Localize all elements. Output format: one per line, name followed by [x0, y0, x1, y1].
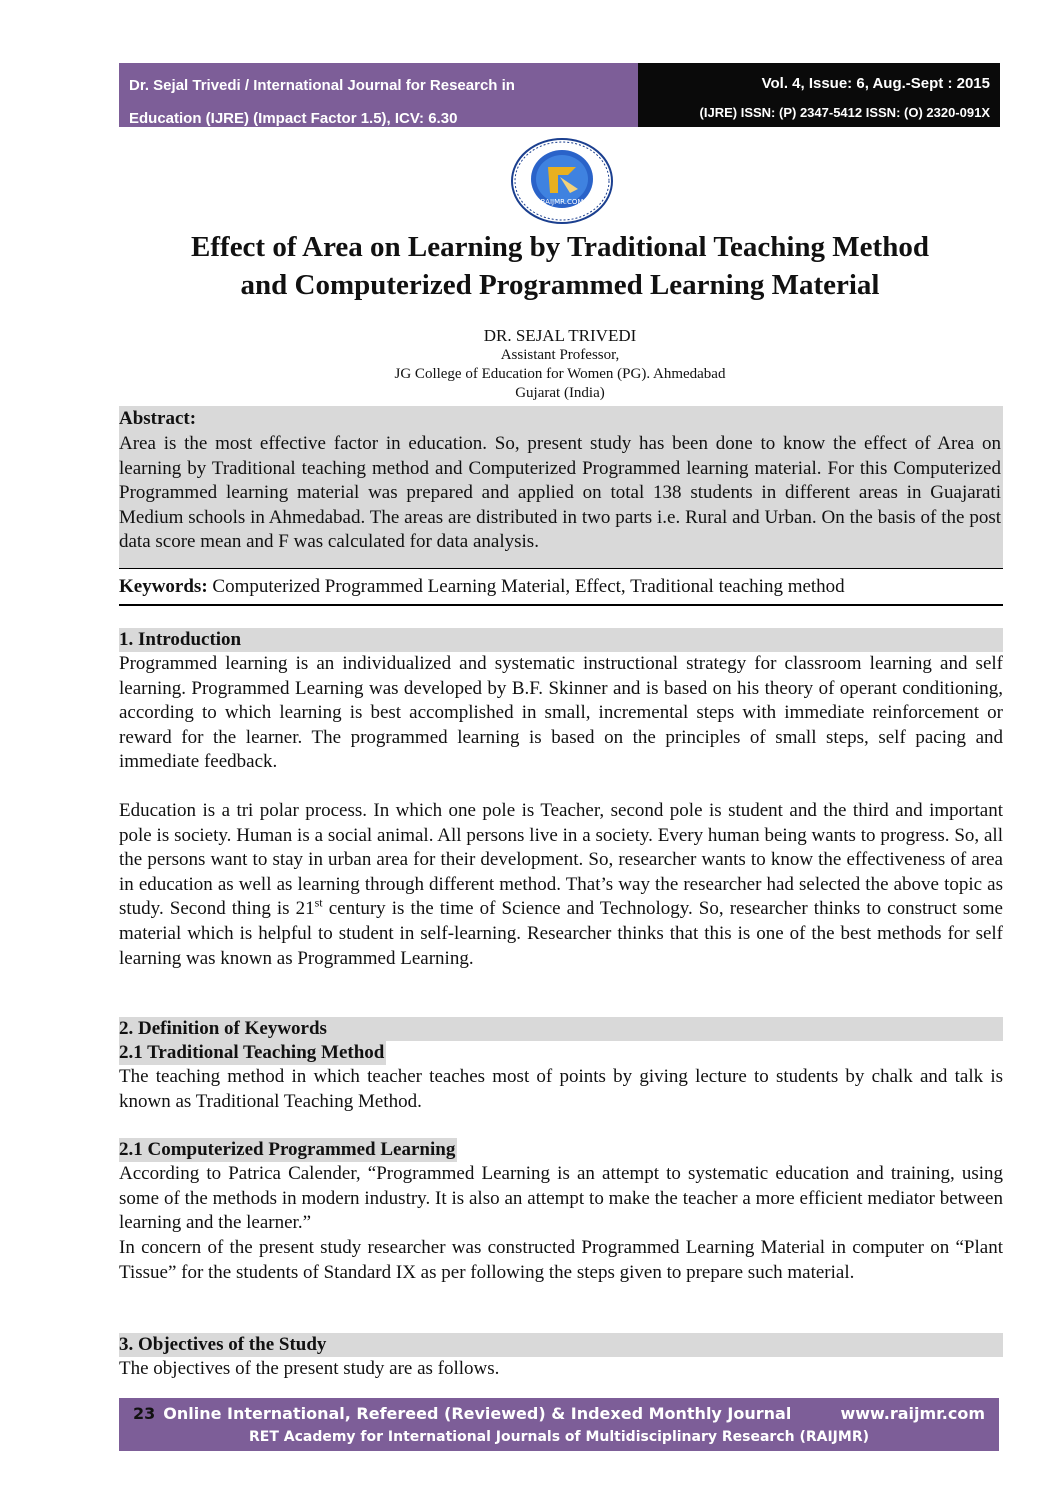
journal-header-right: [638, 63, 1000, 127]
author-name: DR. SEJAL TRIVEDI: [483, 326, 637, 345]
raijmr-seal-logo-icon: [510, 137, 614, 225]
abstract-text: Area is the most effective factor in education. So, present study has been done to know the effect of Area on learning by Traditional teaching method and Computerized Programmed learning material. For this Computerized Programmed learning material was prepared and applied on total 138 students in different areas in Guajarati Medium schools in Ahmedabad. The areas are distributed in two parts i.e. Rural and Urban. On the basis of the post data score mean and F was calculated for data analysis.: [119, 433, 1001, 553]
introduction-section: [119, 628, 1003, 971]
objectives-text: The objectives of the present study are as follows.: [119, 1358, 500, 1379]
abstract-section: [119, 406, 1003, 568]
title-line2: and Computerized Programmed Learning Material: [240, 269, 880, 301]
ordinal-superscript: st: [314, 896, 323, 911]
author-block: [100, 326, 1020, 403]
computerized-learning-text-2: In concern of the present study researcher was constructed Programmed Learning Material in computer on “Plant Tissue” for the students of Standard IX as per following the steps given to prepare such material.: [119, 1236, 1003, 1283]
header-issn: (IJRE) ISSN: (P) 2347-5412 ISSN: (O) 2320-091X: [699, 105, 990, 120]
footer-journal-description: Online International, Refereed (Reviewed) & Indexed Monthly Journal: [163, 1404, 792, 1423]
introduction-paragraph-2-part2: century is the time of Science and Technology. So, researcher thinks to construct some material which is helpful to student in self-learning. Researcher thinks that this is one of the best methods for self learning was known as Programmed Learning.: [119, 898, 1003, 969]
definitions-heading: 2. Definition of Keywords: [119, 1017, 1003, 1041]
journal-footer: [119, 1398, 999, 1451]
title-line1: Effect of Area on Learning by Traditional Teaching Method: [191, 231, 929, 263]
author-position: Assistant Professor,: [500, 347, 620, 363]
footer-line1: [133, 1403, 791, 1425]
traditional-method-text: The teaching method in which teacher teaches most of points by giving lecture to students by chalk and talk is known as Traditional Teaching Method.: [119, 1066, 1003, 1112]
introduction-paragraph-2: [119, 799, 1003, 971]
logo-text: RAIJMR.COM: [540, 198, 584, 206]
keywords-row: [119, 568, 1003, 606]
introduction-heading: 1. Introduction: [119, 628, 1003, 652]
objectives-heading: 3. Objectives of the Study: [119, 1333, 1003, 1357]
paper-title: [100, 228, 1020, 304]
computerized-learning-heading: 2.1 Computerized Programmed Learning: [119, 1139, 456, 1161]
footer-url: www.raijmr.com: [840, 1404, 985, 1423]
computerized-learning-text-1: According to Patrica Calender, “Programmed Learning is an attempt to systematic education and training, using some of the methods in modern industry. It is also an attempt to make the teacher a more efficient mediator between learning and the learner.”: [119, 1163, 1003, 1234]
header-citation-line1: Dr. Sejal Trivedi / International Journal for Research in: [129, 77, 515, 94]
objectives-section: [119, 1333, 1003, 1382]
abstract-heading: Abstract:: [119, 408, 197, 429]
header-citation-line2: Education (IJRE) (Impact Factor 1.5), ICV: 6.30: [129, 110, 458, 127]
introduction-paragraph-1: Programmed learning is an individualized and systematic instructional strategy for classroom learning and self learning. Programmed Learning was developed by B.F. Skinner and is based on his theory of operant conditioning, according to which learning is best accomplished in small, incremental steps with immediate reinforcement or reward for the learner. The programmed learning is based on the principles of small steps, self pacing and immediate feedback.: [119, 653, 1003, 773]
footer-publisher: RET Academy for International Journals of Multidisciplinary Research (RAIJMR): [248, 1429, 870, 1445]
definitions-section: [119, 1017, 1003, 1285]
keywords-label: Keywords:: [119, 576, 208, 597]
traditional-method-heading: 2.1 Traditional Teaching Method: [119, 1042, 385, 1063]
header-volume-issue: Vol. 4, Issue: 6, Aug.-Sept : 2015: [761, 75, 990, 92]
introduction-paragraph-2-part1: Education is a tri polar process. In which one pole is Teacher, second pole is student and the third and important pole is society. Human is a social animal. All persons live in a society. Every human being wants to progress. So, all the persons want to stay in urban area for their development. So, researcher wants to know the effectiveness of area in education as well as learning through different method. That’s way the researcher had selected the above topic as study. Second thing is 21: [119, 799, 1003, 920]
journal-header-left: [119, 63, 638, 127]
author-institution: JG College of Education for Women (PG). Ahmedabad: [394, 366, 726, 382]
keywords-text: Computerized Programmed Learning Material, Effect, Traditional teaching method: [212, 576, 845, 597]
author-location: Gujarat (India): [515, 385, 605, 401]
page-number: 23: [133, 1404, 156, 1423]
